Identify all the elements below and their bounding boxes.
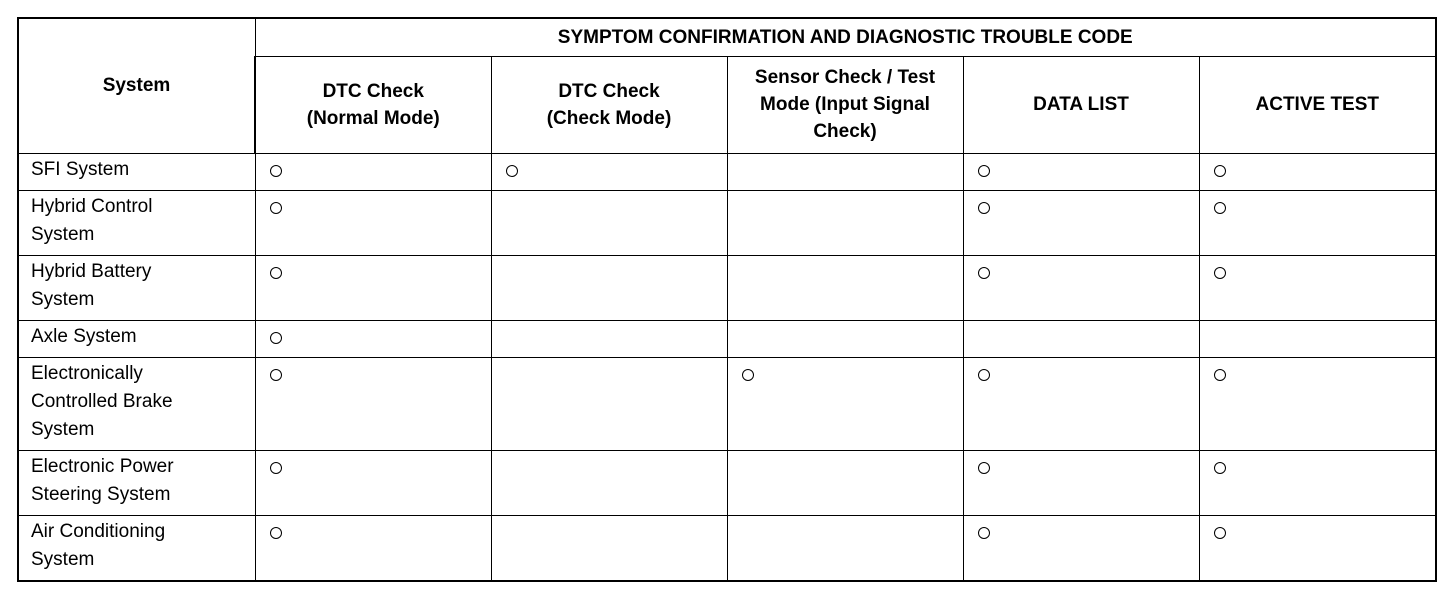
table-row bbox=[18, 515, 1436, 581]
mark-cell-dtc-check bbox=[491, 450, 727, 515]
mark-cell-dtc-check bbox=[491, 357, 727, 450]
supported-circle-icon bbox=[978, 202, 990, 214]
system-name-cell: Electronic Power Steering System bbox=[18, 450, 255, 515]
supported-circle-icon bbox=[742, 369, 754, 381]
supported-circle-icon bbox=[270, 202, 282, 214]
system-name-cell: Axle System bbox=[18, 320, 255, 357]
mark-cell-data-list bbox=[963, 190, 1199, 255]
column-header-dtc-check: DTC Check (Check Mode) bbox=[491, 56, 727, 153]
mark-cell-dtc-normal bbox=[255, 515, 491, 581]
system-column-header: System bbox=[18, 18, 255, 153]
mark-cell-sensor-check bbox=[727, 450, 963, 515]
mark-cell-dtc-check bbox=[491, 153, 727, 190]
mark-cell-dtc-check bbox=[491, 190, 727, 255]
mark-cell-active-test bbox=[1199, 190, 1436, 255]
supported-circle-icon bbox=[270, 165, 282, 177]
mark-cell-data-list bbox=[963, 320, 1199, 357]
mark-cell-active-test bbox=[1199, 515, 1436, 581]
mark-cell-active-test bbox=[1199, 320, 1436, 357]
system-name-cell: Hybrid Battery System bbox=[18, 255, 255, 320]
mark-cell-dtc-check bbox=[491, 255, 727, 320]
mark-cell-dtc-normal bbox=[255, 255, 491, 320]
supported-circle-icon bbox=[978, 527, 990, 539]
supported-circle-icon bbox=[270, 332, 282, 344]
mark-cell-dtc-normal bbox=[255, 450, 491, 515]
mark-cell-data-list bbox=[963, 255, 1199, 320]
column-header-data-list: DATA LIST bbox=[963, 56, 1199, 153]
supported-circle-icon bbox=[1214, 165, 1226, 177]
table-row bbox=[18, 190, 1436, 255]
table-row bbox=[18, 255, 1436, 320]
diagnostic-function-table bbox=[17, 17, 1437, 582]
mark-cell-sensor-check bbox=[727, 515, 963, 581]
column-header-sensor-check: Sensor Check / Test Mode (Input Signal Check) bbox=[727, 56, 963, 153]
mark-cell-active-test bbox=[1199, 153, 1436, 190]
mark-cell-sensor-check bbox=[727, 357, 963, 450]
mark-cell-data-list bbox=[963, 515, 1199, 581]
mark-cell-sensor-check bbox=[727, 190, 963, 255]
mark-cell-dtc-normal bbox=[255, 320, 491, 357]
mark-cell-dtc-normal bbox=[255, 153, 491, 190]
supported-circle-icon bbox=[1214, 462, 1226, 474]
supported-circle-icon bbox=[1214, 369, 1226, 381]
mark-cell-dtc-check bbox=[491, 515, 727, 581]
supported-circle-icon bbox=[978, 165, 990, 177]
mark-cell-dtc-normal bbox=[255, 190, 491, 255]
supported-circle-icon bbox=[1214, 527, 1226, 539]
supported-circle-icon bbox=[978, 462, 990, 474]
table-row bbox=[18, 357, 1436, 450]
mark-cell-active-test bbox=[1199, 357, 1436, 450]
supported-circle-icon bbox=[978, 369, 990, 381]
supported-circle-icon bbox=[506, 165, 518, 177]
mark-cell-data-list bbox=[963, 357, 1199, 450]
mark-cell-sensor-check bbox=[727, 320, 963, 357]
mark-cell-dtc-normal bbox=[255, 357, 491, 450]
system-name-cell: SFI System bbox=[18, 153, 255, 190]
mark-cell-active-test bbox=[1199, 450, 1436, 515]
supported-circle-icon bbox=[270, 527, 282, 539]
table-row bbox=[18, 450, 1436, 515]
table-body bbox=[18, 153, 1436, 581]
supported-circle-icon bbox=[270, 369, 282, 381]
system-name-cell: Hybrid Control System bbox=[18, 190, 255, 255]
supported-circle-icon bbox=[270, 462, 282, 474]
supported-circle-icon bbox=[978, 267, 990, 279]
supported-circle-icon bbox=[1214, 202, 1226, 214]
system-name-cell: Air Conditioning System bbox=[18, 515, 255, 581]
supported-circle-icon bbox=[270, 267, 282, 279]
mark-cell-data-list bbox=[963, 153, 1199, 190]
supported-circle-icon bbox=[1214, 267, 1226, 279]
table-row bbox=[18, 153, 1436, 190]
mark-cell-sensor-check bbox=[727, 255, 963, 320]
column-header-active-test: ACTIVE TEST bbox=[1199, 56, 1436, 153]
mark-cell-data-list bbox=[963, 450, 1199, 515]
symptom-confirmation-group-header: SYMPTOM CONFIRMATION AND DIAGNOSTIC TROUBLE CODE bbox=[255, 18, 1436, 56]
system-name-cell: Electronically Controlled Brake System bbox=[18, 357, 255, 450]
mark-cell-sensor-check bbox=[727, 153, 963, 190]
table-row bbox=[18, 320, 1436, 357]
mark-cell-dtc-check bbox=[491, 320, 727, 357]
column-header-dtc-normal: DTC Check (Normal Mode) bbox=[255, 56, 491, 153]
mark-cell-active-test bbox=[1199, 255, 1436, 320]
